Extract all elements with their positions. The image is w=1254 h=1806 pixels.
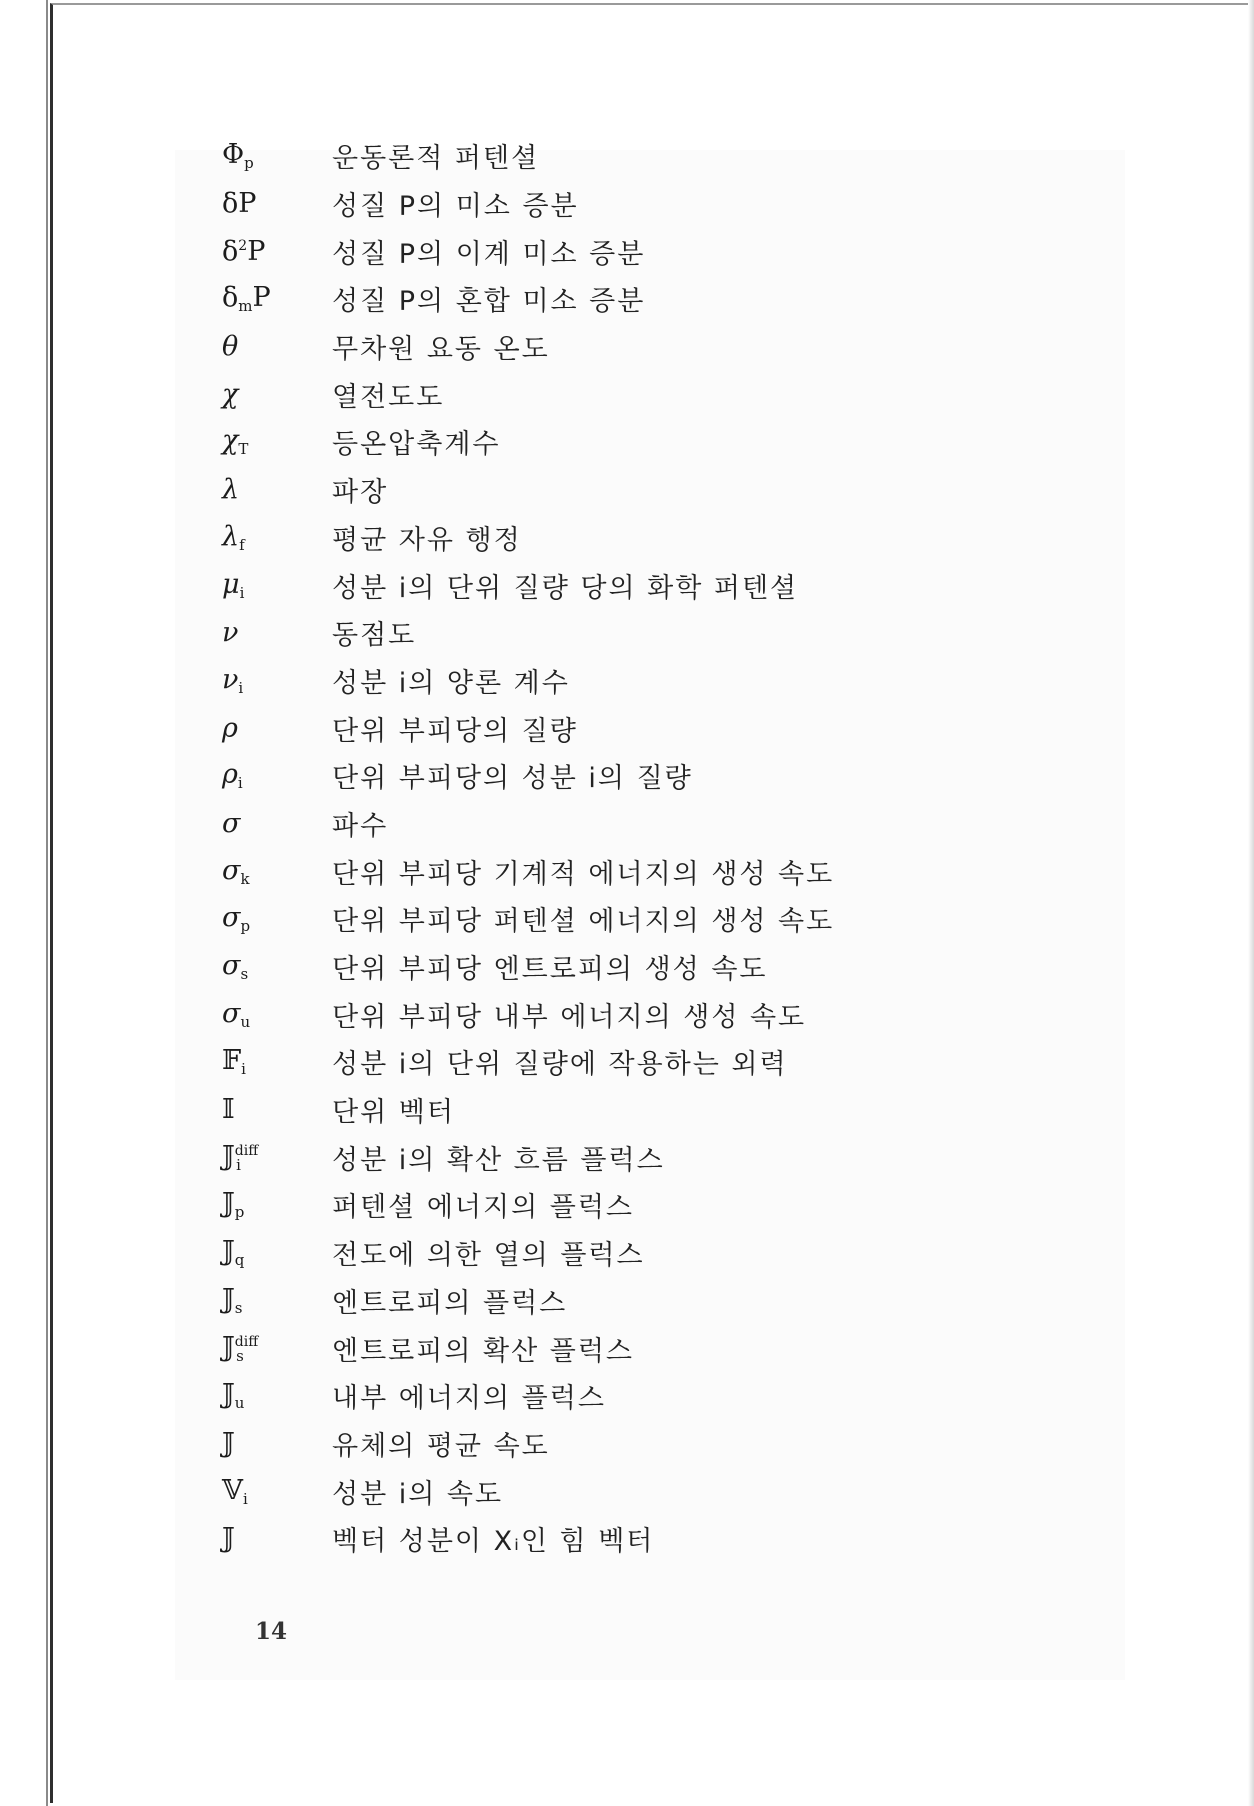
symbol-base: ρ <box>222 712 238 744</box>
symbol <box>222 521 332 554</box>
symbol-entry <box>222 990 834 1038</box>
symbol-definition: 엔트로피의 확산 플럭스 <box>332 1335 634 1367</box>
symbol <box>222 713 332 744</box>
symbol-base: λ <box>222 474 240 506</box>
symbol <box>222 379 332 410</box>
symbol-base: μ <box>222 568 240 600</box>
symbol-entry <box>222 227 834 275</box>
symbol-definition: 평균 자유 행정 <box>332 524 522 556</box>
symbol <box>222 425 332 458</box>
symbol-subscript: i <box>236 1155 241 1174</box>
symbol-definition: 단위 부피당 내부 에너지의 생성 속도 <box>332 1001 807 1033</box>
symbol-definition: 단위 부피당의 질량 <box>332 715 578 747</box>
symbol-definition: 유체의 평균 속도 <box>332 1430 550 1462</box>
symbol-subscript: p <box>244 154 254 173</box>
symbol-tail: P <box>247 235 266 267</box>
symbol-definition: 성분 i의 확산 흐름 플럭스 <box>332 1144 665 1176</box>
symbol-definition: 성분 i의 속도 <box>332 1478 504 1510</box>
page-number: 14 <box>255 1618 288 1645</box>
symbol-subscript: p <box>240 917 251 936</box>
symbol-base: σ <box>222 902 241 934</box>
symbol <box>222 1188 332 1221</box>
symbol-base: χ <box>222 378 239 410</box>
symbol <box>222 474 332 505</box>
symbol-entry <box>222 704 834 752</box>
symbol-subscript: p <box>234 1203 245 1222</box>
symbol-entry <box>222 180 834 228</box>
symbol-subscript: u <box>234 1394 245 1413</box>
symbol <box>222 998 332 1031</box>
symbol-entry <box>222 1324 834 1372</box>
symbol-subscript: i <box>239 583 245 602</box>
symbol-superscript: diff <box>234 1142 259 1159</box>
symbol <box>222 664 332 697</box>
symbol-entry <box>222 370 834 418</box>
symbol-entry <box>222 561 834 609</box>
symbol-subscript: s <box>236 1346 244 1365</box>
symbol <box>222 331 332 362</box>
symbol-definition: 성분 i의 양론 계수 <box>332 667 570 699</box>
symbol-list <box>222 132 834 1563</box>
symbol-entry <box>222 323 834 371</box>
symbol-entry <box>222 1181 834 1229</box>
symbol-definition: 등온압축계수 <box>332 429 501 461</box>
symbol-entry <box>222 1277 834 1325</box>
symbol-entry <box>222 1420 834 1468</box>
symbol <box>222 1236 332 1269</box>
symbol-subscript: u <box>240 1012 251 1031</box>
symbol-definition: 성질 P의 이계 미소 증분 <box>332 238 646 270</box>
symbol <box>222 1379 332 1412</box>
symbol <box>222 282 332 315</box>
symbol-definition: 파장 <box>332 477 389 509</box>
symbol-entry <box>222 1038 834 1086</box>
symbol-base: 𝕁 <box>222 1427 235 1459</box>
page-left-edge <box>46 0 48 1806</box>
symbol-subscript: i <box>242 1489 248 1508</box>
symbol-entry <box>222 609 834 657</box>
symbol-definition: 운동론적 퍼텐셜 <box>332 143 540 175</box>
symbol-definition: 내부 에너지의 플럭스 <box>332 1383 606 1415</box>
symbol <box>222 902 332 935</box>
symbol <box>222 569 332 602</box>
symbol-base: 𝕁 <box>222 1523 235 1555</box>
symbol-entry <box>222 943 834 991</box>
symbol-base: Φ <box>222 139 245 171</box>
symbol <box>222 617 332 648</box>
symbol-subscript: k <box>240 869 250 888</box>
symbol-base: λ <box>222 520 240 552</box>
symbol-subscript: i <box>237 774 243 793</box>
symbol <box>222 236 332 267</box>
symbol-definition: 무차원 요동 온도 <box>332 334 550 366</box>
symbol-base: χ <box>222 425 239 457</box>
symbol-entry <box>222 895 834 943</box>
symbol-entry <box>222 1086 834 1134</box>
symbol-base: δP <box>222 188 257 220</box>
symbol-entry <box>222 1467 834 1515</box>
symbol-entry <box>222 1133 834 1181</box>
symbol-definition: 성분 i의 단위 질량 당의 화학 퍼텐셜 <box>332 572 799 604</box>
symbol-definition: 파수 <box>332 810 389 842</box>
symbol <box>222 1094 332 1125</box>
symbol <box>222 188 332 219</box>
symbol-base: 𝕁 <box>222 1283 235 1315</box>
symbol-base: σ <box>222 950 241 982</box>
symbol <box>222 1523 332 1554</box>
symbol-tail: P <box>252 282 271 314</box>
symbol-entry <box>222 132 834 180</box>
symbol-entry <box>222 466 834 514</box>
symbol-definition: 벡터 성분이 Xᵢ인 힘 벡터 <box>332 1526 655 1558</box>
symbol-entry <box>222 847 834 895</box>
symbol-definition: 전도에 의한 열의 플럭스 <box>332 1240 645 1272</box>
symbol-definition: 단위 벡터 <box>332 1097 455 1129</box>
symbol-base: σ <box>222 854 241 886</box>
symbol-base: 𝕁 <box>222 1188 235 1220</box>
symbol <box>222 950 332 983</box>
symbol-base: σ <box>222 997 241 1029</box>
symbol-subscript: T <box>238 440 249 459</box>
symbol-base: 𝕁 <box>222 1236 235 1268</box>
page-right-edge <box>1248 0 1254 1806</box>
symbol-superscript: diff <box>234 1333 259 1350</box>
symbol-base: 𝔽 <box>222 1045 242 1077</box>
symbol-subscript: s <box>240 965 249 984</box>
symbol <box>222 1284 332 1317</box>
symbol-entry <box>222 418 834 466</box>
symbol-definition: 성질 P의 미소 증분 <box>332 191 579 223</box>
symbol-definition: 단위 부피당의 성분 i의 질량 <box>332 763 693 795</box>
symbol-entry <box>222 1372 834 1420</box>
symbol-base: 𝕀 <box>222 1094 235 1126</box>
symbol-base: 𝕍 <box>222 1474 243 1506</box>
symbol-base: ρ <box>222 759 238 791</box>
symbol-base: δ <box>222 282 239 314</box>
symbol-subscript: s <box>234 1298 243 1317</box>
symbol <box>222 1428 332 1459</box>
symbol <box>222 759 332 792</box>
symbol <box>222 1045 332 1078</box>
symbol-base: 𝕁 <box>222 1140 235 1172</box>
symbol <box>222 1332 332 1365</box>
symbol-definition: 성질 P의 혼합 미소 증분 <box>332 286 646 318</box>
symbol-superscript: 2 <box>238 237 248 254</box>
symbol-definition: 단위 부피당 퍼텐셜 에너지의 생성 속도 <box>332 906 835 938</box>
symbol-base: δ <box>222 235 239 267</box>
symbol-definition: 열전도도 <box>332 381 445 413</box>
symbol-entry <box>222 1515 834 1563</box>
symbol-subscript: i <box>241 1060 246 1079</box>
symbol-base: ν <box>222 663 239 695</box>
symbol-subscript: q <box>234 1251 245 1270</box>
symbol <box>222 1475 332 1508</box>
symbol-definition: 단위 부피당 기계적 에너지의 생성 속도 <box>332 858 835 890</box>
symbol-definition: 성분 i의 단위 질량에 작용하는 외력 <box>332 1049 788 1081</box>
symbol-definition: 동점도 <box>332 620 417 652</box>
symbol <box>222 139 332 172</box>
symbol-definition: 엔트로피의 플럭스 <box>332 1287 568 1319</box>
symbol-base: 𝕁 <box>222 1331 235 1363</box>
symbol-definition: 퍼텐셜 에너지의 플럭스 <box>332 1192 634 1224</box>
symbol-subscript: f <box>239 535 245 554</box>
symbol-entry <box>222 275 834 323</box>
symbol-entry <box>222 657 834 705</box>
symbol <box>222 808 332 839</box>
symbol-base: ν <box>222 617 239 649</box>
symbol-subscript: i <box>238 678 244 697</box>
symbol-entry <box>222 514 834 562</box>
symbol-base: σ <box>222 807 241 839</box>
symbol-base: θ <box>222 331 239 363</box>
symbol-base: 𝕁 <box>222 1379 235 1411</box>
symbol-entry <box>222 1229 834 1277</box>
symbol <box>222 1141 332 1174</box>
symbol <box>222 855 332 888</box>
symbol-subscript: m <box>238 297 253 316</box>
symbol-definition: 단위 부피당 엔트로피의 생성 속도 <box>332 954 768 986</box>
symbol-entry <box>222 800 834 848</box>
symbol-entry <box>222 752 834 800</box>
